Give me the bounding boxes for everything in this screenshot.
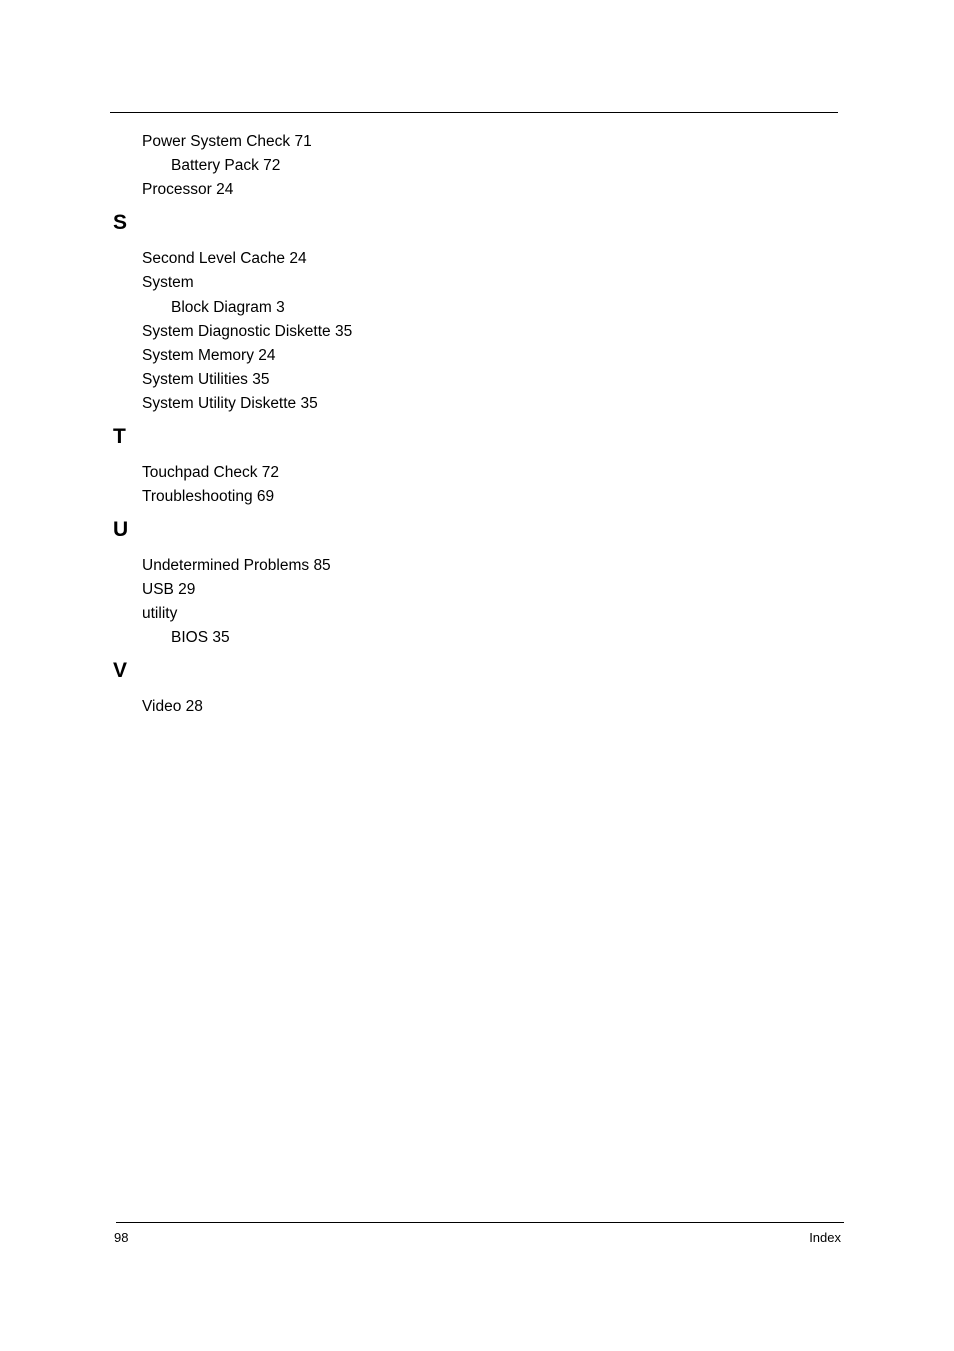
index-entry: System Memory 24: [142, 347, 276, 364]
index-entry: Touchpad Check 72: [142, 464, 280, 481]
index-entry: USB 29: [142, 581, 196, 598]
index-entry: System: [142, 274, 194, 291]
index-entry: Processor 24: [142, 181, 234, 198]
index-entry: Video 28: [142, 698, 203, 715]
page-number: 98: [114, 1230, 129, 1245]
index-entry: Undetermined Problems 85: [142, 557, 331, 574]
footer-section-title: Index: [809, 1230, 841, 1245]
index-entry: utility: [142, 605, 178, 622]
index-entry: Second Level Cache 24: [142, 250, 307, 267]
index-entry: System Utilities 35: [142, 371, 270, 388]
index-letter-heading: V: [113, 659, 128, 682]
footer-rule: [116, 1222, 844, 1223]
index-entry: Power System Check 71: [142, 133, 312, 150]
index-subentry: BIOS 35: [171, 629, 230, 646]
index-entry: System Diagnostic Diskette 35: [142, 323, 353, 340]
index-subentry: Battery Pack 72: [171, 157, 281, 174]
index-letter-heading: S: [113, 211, 128, 234]
header-rule: [110, 112, 838, 113]
index-letter-heading: U: [113, 518, 129, 541]
index-letter-heading: T: [113, 425, 126, 448]
index-subentry: Block Diagram 3: [171, 299, 285, 316]
index-entry: Troubleshooting 69: [142, 488, 275, 505]
index-entry: System Utility Diskette 35: [142, 395, 318, 412]
